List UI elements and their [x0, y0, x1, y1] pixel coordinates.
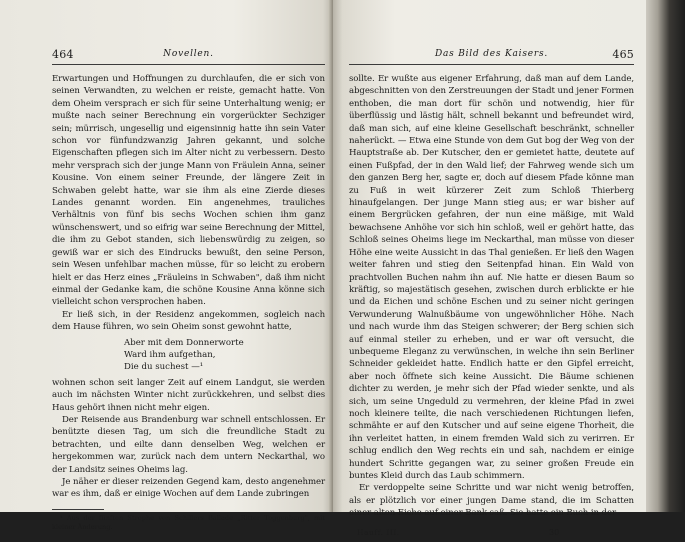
page-number-left: 464 — [52, 48, 74, 61]
paragraph: Der Reisende aus Brandenburg war schnell entschlossen. Er benützte diesen Tag, um sich die freundliche Stadt zu betrachten, und eilte dann denselben Weg, welchen er hergekommen war, zurück nach dem untern Neckarthal, wo der Landsitz seines Oheims lag. — [52, 414, 325, 475]
page-edges — [646, 0, 685, 512]
left-page-body — [52, 73, 325, 501]
printer-signature — [349, 528, 634, 542]
paragraph: Erwartungen und Hoffnungen zu durchlaufen, die er sich von seinen Verwandten, zu welchen er reiste, gemacht hatte. Von dem Oheim versprach er sich für seine Unterhaltung wenig; er mußte nach seiner Berechnung ein vorgerückter Sechziger sein; mürrisch, ungesellig und eigensinnig hatte ihn sein Vater schon vor fünfundzwanzig Jahren gekannt, und solche Eigenschaften pflegen sich im Alter nicht zu verbessern. Desto mehr versprach sich der junge Mann von Fräulein Anna, seiner Kousine. Von einem seiner Freunde, der längere Zeit in Schwaben gelebt hatte, war sie ihm als eine Zierde dieses Landes genannt worden. Ein angenehmes, trauliches Verhältnis von fünf bis sechs Wochen schien ihm ganz wünschenswert, und so eifrig war seine Berechnung der Mittel, die ihm zu Gebot standen, sich liebenswürdig zu zeigen, so gewiß war er sich des Eindrucks bewußt, den seine Person, sein Wesen unfehlbar machen müsse, für so leicht zu erobern hielt er das Herz eines „Fräuleins in Schwaben", daß ihm nicht einmal der Gedanke kam, die schöne Kousine Anna könne sich vielleicht schon versprochen haben. — [52, 74, 325, 308]
verse-line: Die du suchest —¹ — [124, 362, 204, 373]
running-head-right: Das Bild des Kaisers. — [434, 49, 549, 59]
signature-label: Hauff. III. — [357, 527, 400, 537]
footnote-rule — [52, 509, 104, 510]
verse-quote — [124, 337, 325, 374]
verse-line: Aber mit dem Donnerworte — [124, 337, 244, 348]
right-page — [333, 0, 646, 537]
signature-number: 30 — [549, 527, 560, 537]
left-page-header — [52, 48, 325, 65]
paragraph: Er verdoppelte seine Schritte und war nicht wenig betroffen, als er plötzlich vor einer jungen Dame stand, die im Schatten einer alten Eiche auf einer Bank saß. Sie hatte ein Buch in der — [349, 483, 634, 519]
paragraph: Je näher er dieser reizenden Gegend kam, desto angenehmer war es ihm, daß er einige Wochen auf dem Lande zubringen — [52, 477, 325, 500]
left-page — [0, 0, 333, 531]
paragraph: Er ließ sich, in der Residenz angekommen, sogleich nach dem Hause führen, wo sein Oheim sonst gewohnt hatte, — [52, 309, 325, 333]
paragraph: sollte. Er wußte aus eigener Erfahrung, daß man auf dem Lande, abgeschnitten von den Zerstreuungen der Stadt und jener Formen enthoben, die man dort für schön und notwendig, hier für überflüssig und lästig hält, schnell bekannt und befreundet wird, daß man sich, auf eine kleine Gesellschaft beschränkt, schneller naherückt. — Etwa eine Stunde von dem Gut bog der Weg von der Hauptstraße ab. Der Kutscher, den er gemietet hatte, deutete auf einen Fußpfad, der in den Wald lief; der Fahrweg wende sich um den ganzen Berg her, sagte er, doch auf diesem Pfade könne man zu Fuß in weit kürzerer Zeit zum Schloß Thierberg hinaufgelangen. Der junge Mann stieg aus; er war bisher auf einem Bergrücken gefahren, der nun eine mäßige, mit Wald bewachsene Anhöhe vor sich hin schloß, weil er gehört hatte, das Schloß seines Oheims liege im Neckarthal, man müsse von dieser Höhe eine weite Aussicht in das Thal genießen. Er ließ den Wagen weiter fahren und stieg den Seitenpfad hinan. Ein Wald von prachtvollen Buchen nahm ihn auf. Nie hatte er diesen Baum so kräftig, so majestätisch gesehen, zwischen durch erblickte er hie und da Eichen und schöne Eschen und zu seiner nicht geringen Verwunderung Walnußbäume von ungewöhnlicher Höhe. Nach und nach wurde ihm das Steigen schwerer; der Berg schien sich auf einmal steiler zu erheben, und er war oft versucht, die unbequeme Eleganz zu verwünschen, in welche ihn sein Berliner Schneider gekleidet hatte. Endlich hatte er den Gipfel erreicht, aber noch öffnete sich keine Aussicht. Die Bäume schienen dichter zu werden, je mehr sich der Pfad wieder senkte, und als sich, um seine Ungeduld zu vermehren, der kleine Pfad in zwei noch kleinere teilte, die nach verschiedenen Richtungen liefen, schmähte er auf den Kutscher und auf seine eigene Thorheit, die ihn verleitet hatten, in einem fremden Wald sich zu verirren. Er schlug endlich den Weg rechts ein und sah, nachdem er einige hundert Schritte gegangen war, zu seiner großen Freude ein buntes Kleid durch das Laub schimmern. — [349, 74, 634, 481]
right-page-body — [349, 73, 634, 520]
running-head-left: Novellen. — [163, 49, 214, 59]
verse-line: Ward ihm aufgethan, — [124, 349, 216, 360]
paragraph: wohnen schon seit langer Zeit auf einem Landgut, sie werden auch im nächsten Winter nicht zurückkehren, und selbst dies Haus gehört ihnen nicht mehr eigen. — [52, 377, 325, 413]
right-page-header — [349, 48, 634, 65]
footnote: ¹ Aus der fünften Strophe von Schillers Ballade „Ritter Toggenburg", mit kleiner Änderung. — [52, 513, 325, 531]
page-number-right: 465 — [612, 48, 634, 61]
